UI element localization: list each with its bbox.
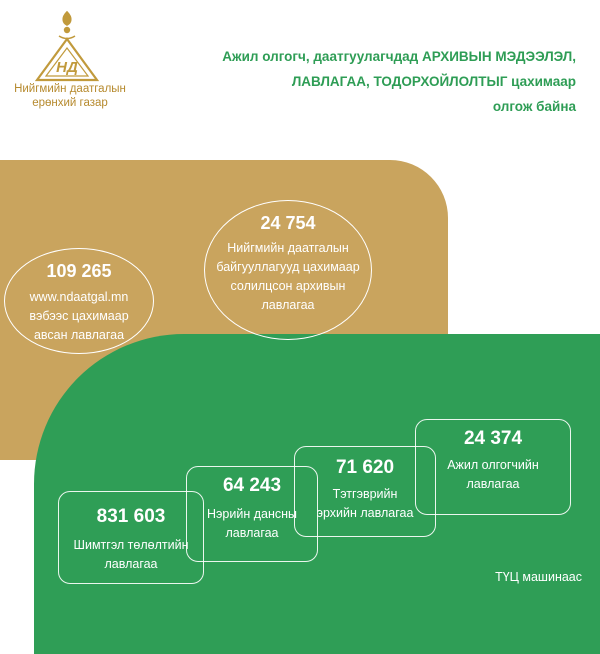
stat-description-line: Нэрийн дансны <box>207 507 297 521</box>
stat-description-line: www.ndaatgal.mn <box>29 290 129 304</box>
headline-line-3: олгож байна <box>492 99 576 114</box>
stat-description <box>205 239 371 315</box>
stat-description-line: вэбээс цахимаар <box>29 309 129 323</box>
employer-reference-stat <box>415 419 571 515</box>
stat-description-line: Шимтгэл төлөлтийн <box>73 538 189 552</box>
organization-name-line-2: ерөнхий газар <box>32 97 108 109</box>
stat-value: 24 754 <box>260 213 316 233</box>
stat-description-line: эрхийн лавлагаа <box>316 506 414 520</box>
soyombo-emblem-icon <box>22 8 112 90</box>
stat-description-line: Тэтгэврийн <box>332 487 398 501</box>
stat-description-line: Ажил олгогчийн <box>447 458 539 472</box>
stat-description-line: лавлагаа <box>261 298 315 312</box>
headline <box>136 44 576 119</box>
kiosk-footnote: ТҮЦ машинаас <box>495 570 582 584</box>
stat-description-line: лавлагаа <box>466 477 520 491</box>
contribution-payment-stat <box>58 491 204 584</box>
stat-description-line: авсан лавлагаа <box>33 328 125 342</box>
stat-value: 24 374 <box>463 428 523 449</box>
headline-line-1: Ажил олгогч, даатгуулагчдад АРХИВЫН МЭДЭЭЛЭЛ, <box>222 49 576 64</box>
stat-description <box>416 456 570 494</box>
organization-name <box>8 82 132 110</box>
stat-value: 71 620 <box>335 457 395 478</box>
stat-description-line: солилцсон архивын <box>230 279 346 293</box>
stat-value: 831 603 <box>96 506 166 527</box>
stat-description-line: лавлагаа <box>104 557 158 571</box>
stat-description <box>5 288 153 345</box>
stat-description-line: Нийгмийн даатгалын <box>227 241 349 255</box>
headline-line-2: ЛАВЛАГАА, ТОДОРХОЙЛОЛТЫГ цахимаар <box>291 74 576 89</box>
logo-letters: НД <box>56 59 78 76</box>
stat-description <box>59 536 203 574</box>
archive-exchange-stat <box>204 200 372 340</box>
organization-name-line-1: Нийгмийн даатгалын <box>14 83 126 95</box>
stat-value: 64 243 <box>222 475 282 496</box>
website-references-stat <box>4 248 154 354</box>
stat-description <box>295 485 435 523</box>
stat-description-line: лавлагаа <box>225 526 279 540</box>
stat-description-line: байгууллагууд цахимаар <box>216 260 360 274</box>
stat-value: 109 265 <box>46 261 112 281</box>
